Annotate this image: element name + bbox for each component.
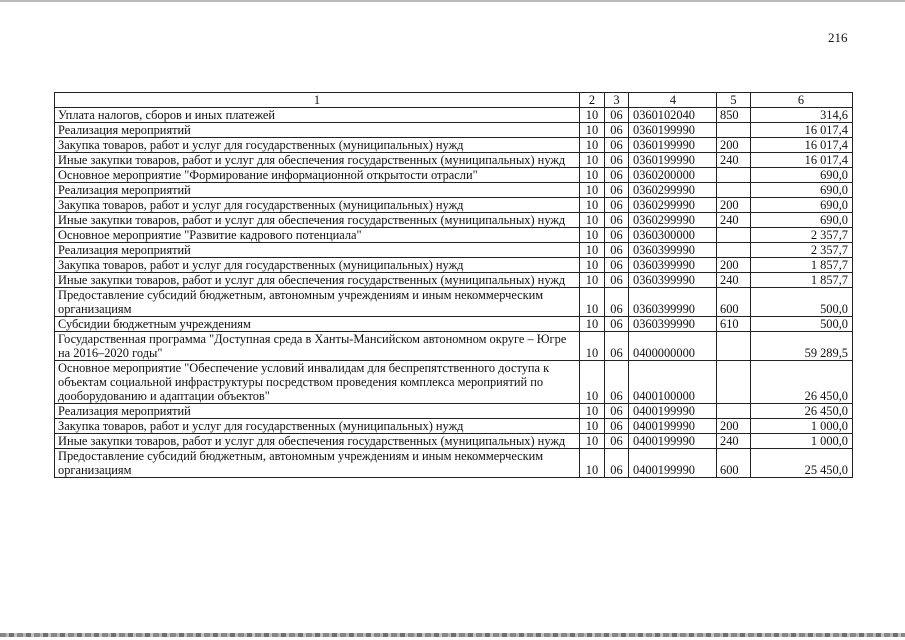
row-name-cell: Закупка товаров, работ и услуг для государственных (муниципальных) нужд bbox=[55, 419, 580, 434]
row-expense-type-cell: 600 bbox=[717, 449, 751, 478]
table-row bbox=[55, 273, 853, 288]
row-subsection-cell: 06 bbox=[605, 404, 629, 419]
row-subsection-cell: 06 bbox=[605, 419, 629, 434]
row-amount-cell: 25 450,0 bbox=[751, 449, 853, 478]
row-subsection-cell: 06 bbox=[605, 108, 629, 123]
row-section-cell: 10 bbox=[580, 317, 605, 332]
row-name-cell: Предоставление субсидий бюджетным, автономным учреждениям и иным некоммерческим организациям bbox=[55, 288, 580, 317]
row-expense-type-cell bbox=[717, 123, 751, 138]
row-amount-cell: 500,0 bbox=[751, 288, 853, 317]
row-amount-cell: 26 450,0 bbox=[751, 404, 853, 419]
row-amount-cell: 59 289,5 bbox=[751, 332, 853, 361]
row-subsection-cell: 06 bbox=[605, 258, 629, 273]
row-subsection-cell: 06 bbox=[605, 361, 629, 404]
row-section-cell: 10 bbox=[580, 123, 605, 138]
row-section-cell: 10 bbox=[580, 404, 605, 419]
row-target-article-cell: 0360399990 bbox=[629, 243, 717, 258]
row-section-cell: 10 bbox=[580, 138, 605, 153]
row-expense-type-cell: 200 bbox=[717, 419, 751, 434]
row-amount-cell: 2 357,7 bbox=[751, 243, 853, 258]
row-expense-type-cell: 240 bbox=[717, 213, 751, 228]
row-expense-type-cell: 200 bbox=[717, 198, 751, 213]
row-section-cell: 10 bbox=[580, 198, 605, 213]
table-row bbox=[55, 138, 853, 153]
table-row bbox=[55, 361, 853, 404]
row-name-cell: Реализация мероприятий bbox=[55, 404, 580, 419]
scan-edge-bottom bbox=[0, 633, 905, 637]
row-name-cell: Закупка товаров, работ и услуг для государственных (муниципальных) нужд bbox=[55, 258, 580, 273]
header-col-5: 5 bbox=[717, 93, 751, 108]
row-name-cell: Иные закупки товаров, работ и услуг для обеспечения государственных (муниципальных) нужд bbox=[55, 273, 580, 288]
row-section-cell: 10 bbox=[580, 213, 605, 228]
row-subsection-cell: 06 bbox=[605, 434, 629, 449]
table-row bbox=[55, 434, 853, 449]
row-subsection-cell: 06 bbox=[605, 317, 629, 332]
row-subsection-cell: 06 bbox=[605, 138, 629, 153]
table-row bbox=[55, 108, 853, 123]
row-section-cell: 10 bbox=[580, 449, 605, 478]
table-row bbox=[55, 153, 853, 168]
row-target-article-cell: 0400100000 bbox=[629, 361, 717, 404]
row-amount-cell: 690,0 bbox=[751, 213, 853, 228]
row-expense-type-cell: 240 bbox=[717, 153, 751, 168]
row-section-cell: 10 bbox=[580, 332, 605, 361]
table-row bbox=[55, 288, 853, 317]
table-row bbox=[55, 168, 853, 183]
table-row bbox=[55, 228, 853, 243]
row-target-article-cell: 0360399990 bbox=[629, 317, 717, 332]
row-expense-type-cell: 200 bbox=[717, 258, 751, 273]
row-section-cell: 10 bbox=[580, 183, 605, 198]
row-amount-cell: 26 450,0 bbox=[751, 361, 853, 404]
table-row bbox=[55, 449, 853, 478]
row-target-article-cell: 0360199990 bbox=[629, 123, 717, 138]
row-expense-type-cell: 200 bbox=[717, 138, 751, 153]
row-target-article-cell: 0360199990 bbox=[629, 138, 717, 153]
row-target-article-cell: 0360199990 bbox=[629, 153, 717, 168]
page-number: 216 bbox=[828, 30, 848, 45]
row-amount-cell: 690,0 bbox=[751, 168, 853, 183]
row-section-cell: 10 bbox=[580, 273, 605, 288]
row-target-article-cell: 0400199990 bbox=[629, 419, 717, 434]
row-expense-type-cell: 850 bbox=[717, 108, 751, 123]
table-row bbox=[55, 317, 853, 332]
row-section-cell: 10 bbox=[580, 153, 605, 168]
row-section-cell: 10 bbox=[580, 228, 605, 243]
table-row bbox=[55, 332, 853, 361]
row-amount-cell: 1 857,7 bbox=[751, 273, 853, 288]
row-subsection-cell: 06 bbox=[605, 449, 629, 478]
row-subsection-cell: 06 bbox=[605, 288, 629, 317]
row-subsection-cell: 06 bbox=[605, 153, 629, 168]
row-amount-cell: 16 017,4 bbox=[751, 138, 853, 153]
row-name-cell: Основное мероприятие "Обеспечение условий инвалидам для беспрепятственного доступа к объектам социальной инфраструктуры посредством проведения комплекса мероприятий по дооборудованию и адаптации объектов" bbox=[55, 361, 580, 404]
row-expense-type-cell bbox=[717, 361, 751, 404]
table-row bbox=[55, 258, 853, 273]
row-name-cell: Предоставление субсидий бюджетным, автономным учреждениям и иным некоммерческим организациям bbox=[55, 449, 580, 478]
table-row bbox=[55, 419, 853, 434]
row-amount-cell: 2 357,7 bbox=[751, 228, 853, 243]
row-target-article-cell: 0400000000 bbox=[629, 332, 717, 361]
row-section-cell: 10 bbox=[580, 243, 605, 258]
row-name-cell: Иные закупки товаров, работ и услуг для обеспечения государственных (муниципальных) нужд bbox=[55, 213, 580, 228]
row-amount-cell: 500,0 bbox=[751, 317, 853, 332]
row-amount-cell: 16 017,4 bbox=[751, 153, 853, 168]
row-amount-cell: 1 857,7 bbox=[751, 258, 853, 273]
row-name-cell: Реализация мероприятий bbox=[55, 243, 580, 258]
row-expense-type-cell: 240 bbox=[717, 273, 751, 288]
row-section-cell: 10 bbox=[580, 434, 605, 449]
header-col-4: 4 bbox=[629, 93, 717, 108]
row-expense-type-cell bbox=[717, 168, 751, 183]
row-section-cell: 10 bbox=[580, 258, 605, 273]
row-section-cell: 10 bbox=[580, 168, 605, 183]
table-row bbox=[55, 404, 853, 419]
row-subsection-cell: 06 bbox=[605, 332, 629, 361]
table-row bbox=[55, 183, 853, 198]
header-col-1: 1 bbox=[55, 93, 580, 108]
row-amount-cell: 16 017,4 bbox=[751, 123, 853, 138]
row-target-article-cell: 0360200000 bbox=[629, 168, 717, 183]
row-name-cell: Закупка товаров, работ и услуг для государственных (муниципальных) нужд bbox=[55, 138, 580, 153]
row-expense-type-cell: 600 bbox=[717, 288, 751, 317]
row-expense-type-cell: 240 bbox=[717, 434, 751, 449]
row-target-article-cell: 0360102040 bbox=[629, 108, 717, 123]
row-expense-type-cell bbox=[717, 183, 751, 198]
table-header-row bbox=[55, 93, 853, 108]
row-amount-cell: 1 000,0 bbox=[751, 434, 853, 449]
row-subsection-cell: 06 bbox=[605, 183, 629, 198]
scan-edge-top bbox=[0, 0, 905, 2]
row-subsection-cell: 06 bbox=[605, 228, 629, 243]
row-expense-type-cell bbox=[717, 243, 751, 258]
row-subsection-cell: 06 bbox=[605, 213, 629, 228]
row-amount-cell: 1 000,0 bbox=[751, 419, 853, 434]
row-amount-cell: 690,0 bbox=[751, 183, 853, 198]
row-expense-type-cell: 610 bbox=[717, 317, 751, 332]
row-subsection-cell: 06 bbox=[605, 168, 629, 183]
row-subsection-cell: 06 bbox=[605, 273, 629, 288]
row-target-article-cell: 0360399990 bbox=[629, 258, 717, 273]
row-amount-cell: 690,0 bbox=[751, 198, 853, 213]
row-name-cell: Закупка товаров, работ и услуг для государственных (муниципальных) нужд bbox=[55, 198, 580, 213]
row-target-article-cell: 0400199990 bbox=[629, 449, 717, 478]
row-amount-cell: 314,6 bbox=[751, 108, 853, 123]
row-name-cell: Субсидии бюджетным учреждениям bbox=[55, 317, 580, 332]
row-section-cell: 10 bbox=[580, 108, 605, 123]
budget-table-body bbox=[55, 93, 853, 478]
row-subsection-cell: 06 bbox=[605, 198, 629, 213]
row-expense-type-cell bbox=[717, 228, 751, 243]
table-row bbox=[55, 213, 853, 228]
row-subsection-cell: 06 bbox=[605, 243, 629, 258]
row-section-cell: 10 bbox=[580, 419, 605, 434]
row-target-article-cell: 0400199990 bbox=[629, 404, 717, 419]
row-name-cell: Реализация мероприятий bbox=[55, 183, 580, 198]
table-row bbox=[55, 123, 853, 138]
header-col-2: 2 bbox=[580, 93, 605, 108]
row-subsection-cell: 06 bbox=[605, 123, 629, 138]
row-name-cell: Уплата налогов, сборов и иных платежей bbox=[55, 108, 580, 123]
table-row bbox=[55, 243, 853, 258]
row-target-article-cell: 0360299990 bbox=[629, 183, 717, 198]
budget-table bbox=[54, 92, 853, 478]
row-target-article-cell: 0400199990 bbox=[629, 434, 717, 449]
row-name-cell: Основное мероприятие "Развитие кадрового потенциала" bbox=[55, 228, 580, 243]
row-name-cell: Основное мероприятие "Формирование информационной открытости отрасли" bbox=[55, 168, 580, 183]
row-name-cell: Иные закупки товаров, работ и услуг для обеспечения государственных (муниципальных) нужд bbox=[55, 434, 580, 449]
row-expense-type-cell bbox=[717, 332, 751, 361]
row-section-cell: 10 bbox=[580, 288, 605, 317]
row-section-cell: 10 bbox=[580, 361, 605, 404]
header-col-3: 3 bbox=[605, 93, 629, 108]
row-target-article-cell: 0360300000 bbox=[629, 228, 717, 243]
row-name-cell: Иные закупки товаров, работ и услуг для обеспечения государственных (муниципальных) нужд bbox=[55, 153, 580, 168]
row-target-article-cell: 0360399990 bbox=[629, 288, 717, 317]
header-col-6: 6 bbox=[751, 93, 853, 108]
row-target-article-cell: 0360299990 bbox=[629, 213, 717, 228]
row-name-cell: Реализация мероприятий bbox=[55, 123, 580, 138]
table-row bbox=[55, 198, 853, 213]
row-expense-type-cell bbox=[717, 404, 751, 419]
row-target-article-cell: 0360399990 bbox=[629, 273, 717, 288]
row-target-article-cell: 0360299990 bbox=[629, 198, 717, 213]
row-name-cell: Государственная программа "Доступная среда в Ханты-Мансийском автономном округе – Югре на 2016–2020 годы" bbox=[55, 332, 580, 361]
